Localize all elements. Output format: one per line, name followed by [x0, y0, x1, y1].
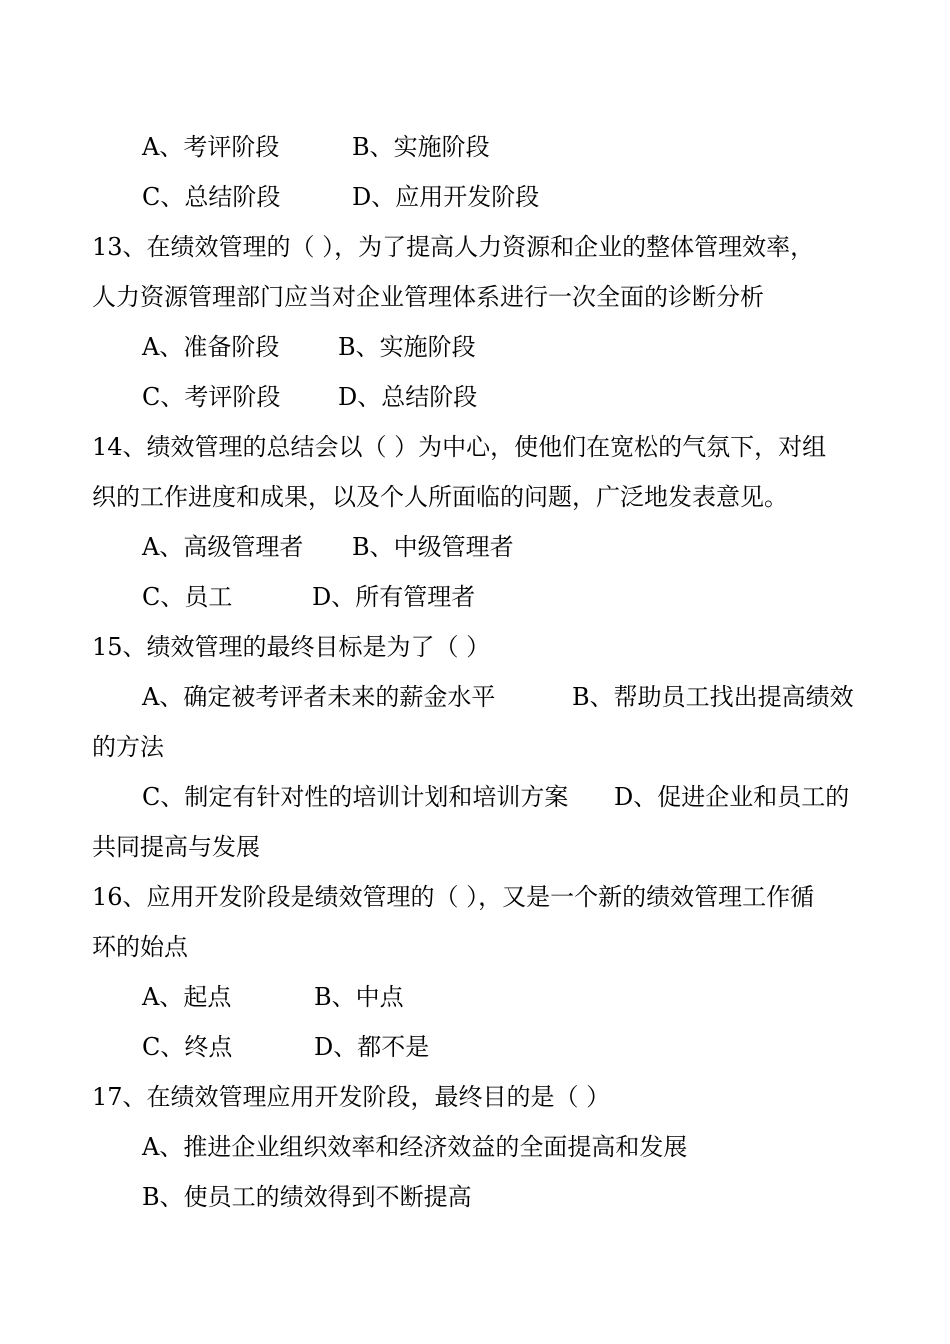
q13-option-a: A、准备阶段: [142, 333, 280, 361]
q15-option-c: C、制定有针对性的培训计划和培训方案: [142, 783, 569, 811]
q14-option-a: A、高级管理者: [142, 533, 304, 561]
q16-options-row2: [142, 1032, 862, 1062]
q15-option-a: A、确定被考评者未来的薪金水平: [142, 683, 496, 711]
q14-options-row2: [142, 582, 862, 612]
q16-option-d: D、都不是: [314, 1033, 430, 1061]
q12-option-c: C、总结阶段: [142, 183, 281, 211]
q12-options-row2: [142, 182, 862, 212]
q15-options-cd: [142, 782, 862, 812]
q12-option-a: A、考评阶段: [142, 133, 280, 161]
q17-option-b: B、使员工的绩效得到不断提高: [142, 1183, 472, 1211]
q16-option-b: B、中点: [314, 983, 404, 1011]
q12-option-b: B、实施阶段: [352, 133, 490, 161]
q15-option-b-continued: 的方法: [92, 733, 164, 761]
q13-stem-line1: 13、在绩效管理的（ ），为了提高人力资源和企业的整体管理效率，: [92, 233, 815, 261]
q15-options-ab: [142, 682, 862, 712]
q14-stem-line1: 14、绩效管理的总结会以（ ）为中心，使他们在宽松的气氛下，对组: [92, 433, 827, 461]
q12-option-d: D、应用开发阶段: [352, 183, 540, 211]
q16-stem-line2: 环的始点: [92, 933, 188, 961]
q13-option-b: B、实施阶段: [338, 333, 476, 361]
q13-stem-line2: 人力资源管理部门应当对企业管理体系进行一次全面的诊断分析: [92, 283, 764, 311]
q12-options-row1: [142, 132, 862, 162]
q15-stem: 15、绩效管理的最终目标是为了（ ）: [92, 633, 491, 661]
q15-option-d-continued: 共同提高与发展: [92, 833, 260, 861]
q14-option-b: B、中级管理者: [352, 533, 514, 561]
q14-option-c: C、员工: [142, 583, 233, 611]
q13-options-row1: [142, 332, 862, 362]
q13-options-row2: [142, 382, 862, 412]
q15-option-d: D、促进企业和员工的: [614, 783, 850, 811]
q14-options-row1: [142, 532, 862, 562]
q13-option-c: C、考评阶段: [142, 383, 281, 411]
q17-option-a: A、推进企业组织效率和经济效益的全面提高和发展: [142, 1133, 688, 1161]
q15-option-b: B、帮助员工找出提高绩效: [572, 683, 854, 711]
q14-stem-line2: 织的工作进度和成果，以及个人所面临的问题，广泛地发表意见。: [92, 483, 788, 511]
q13-option-d: D、总结阶段: [338, 383, 478, 411]
q16-option-c: C、终点: [142, 1033, 233, 1061]
q16-option-a: A、起点: [142, 983, 232, 1011]
q16-stem-line1: 16、应用开发阶段是绩效管理的（ ），又是一个新的绩效管理工作循: [92, 883, 815, 911]
q14-option-d: D、所有管理者: [312, 583, 476, 611]
q17-stem: 17、在绩效管理应用开发阶段，最终目的是（ ）: [92, 1083, 611, 1111]
q16-options-row1: [142, 982, 862, 1012]
